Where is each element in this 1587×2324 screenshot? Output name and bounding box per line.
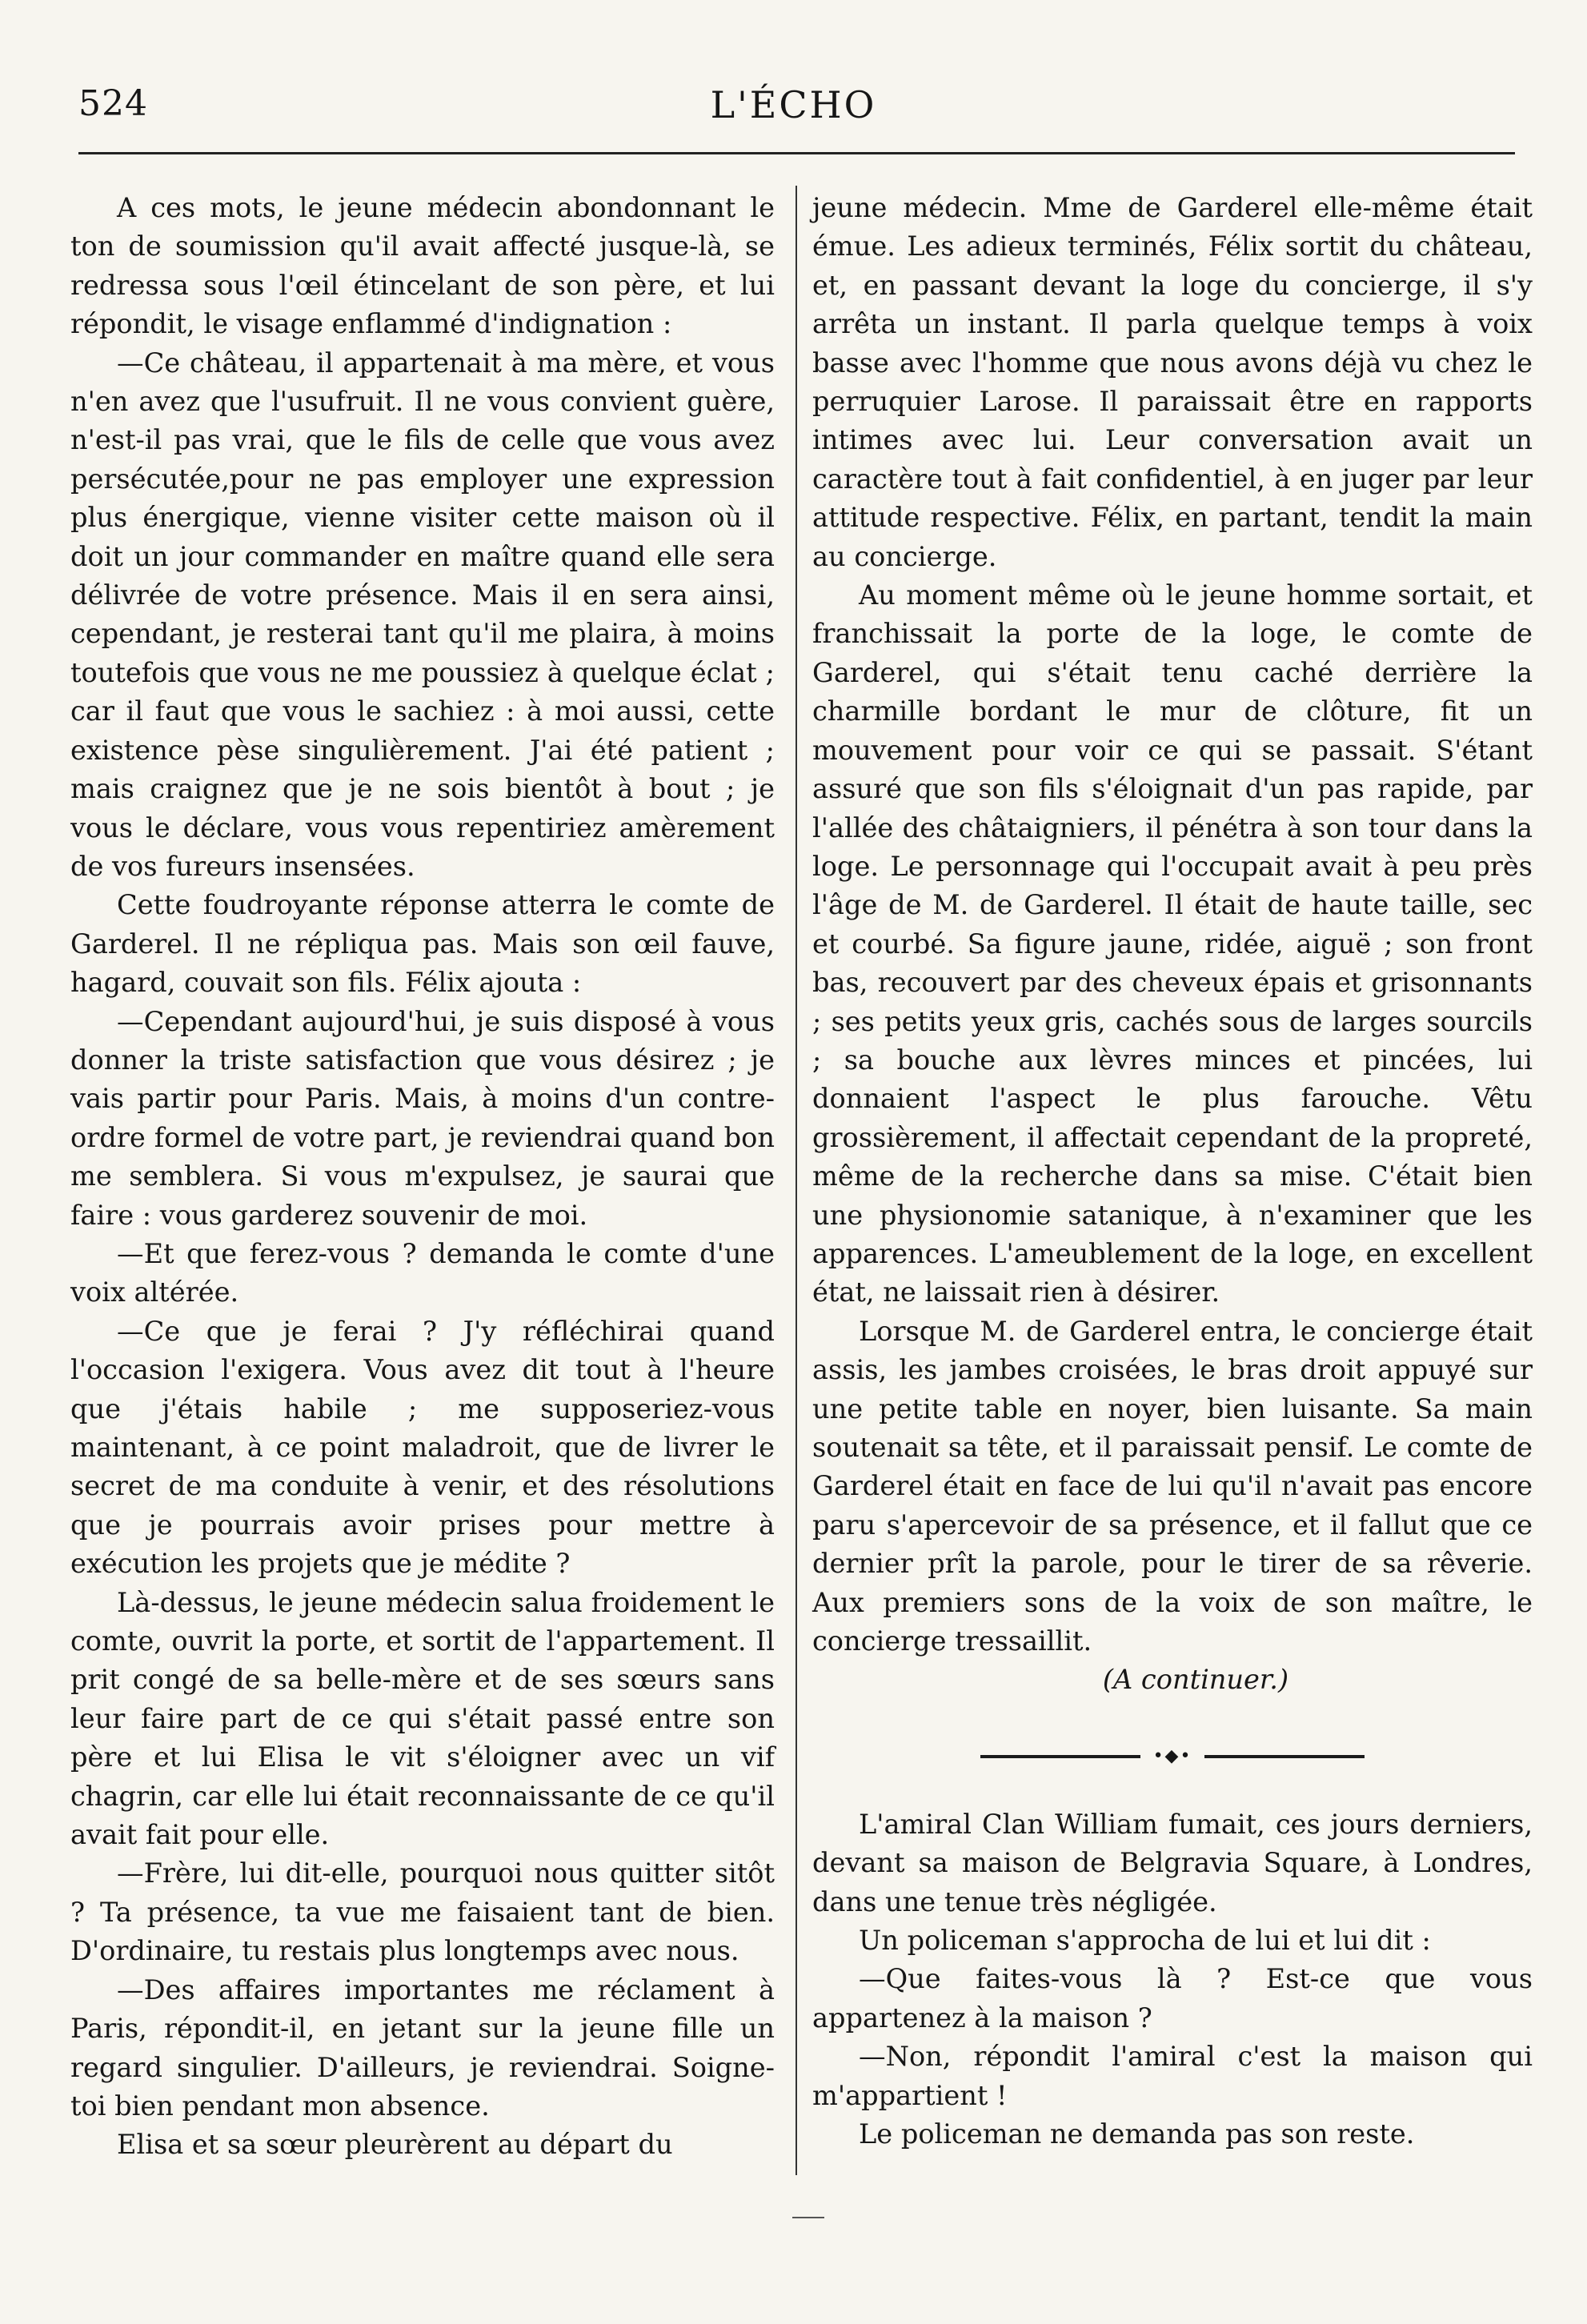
bottom-rule xyxy=(792,2217,824,2218)
ornament-bar-right xyxy=(1204,1755,1365,1758)
paragraph: Là-dessus, le jeune médecin salua froidement le comte, ouvrit la porte, et sortit de l'appartement. Il prit congé de sa belle-mère et de ses sœurs sans leur faire part de ce qui s'était passé entre son père et lui Elisa le vit s'éloigner avec un vif chagrin, car elle lui était reconnaissante de ce qu'il avait fait pour elle. xyxy=(70,1586,775,1851)
ornament-knot: •◆• xyxy=(1152,1745,1192,1766)
paragraph: Au moment même où le jeune homme sortait, et franchissait la porte de la loge, le comte de Garderel, qui s'était tenu caché derrière la charmille bordant le mur de clôture, fit un mouvement pour voir ce qui se passait. S'étant assuré que son fils s'éloignait d'un pas rapide, par l'allée des châtaigniers, il pénétra à son tour dans la loge. Le personnage qui l'occupait avait à peu près l'âge de M. de Garderel. Il était de haute taille, sec et courbé. Sa figure jaune, ridée, aiguë ; son front bas, recouvert par des cheveux épais et grisonnants ; ses petits yeux gris, cachés sous de larges sourcils ; sa bouche aux lèvres minces et pincées, lui donnaient l'aspect le plus farouche. Vêtu grossièrement, il affectait cependant de la propreté, même de la recherche dans sa mise. C'était bien une physionomie satanique, à n'examiner que les apparences. L'ameublement de la loge, en excellent état, ne laissait rien à désirer. xyxy=(812,579,1533,1308)
anecdote-paragraph: L'amiral Clan William fumait, ces jours derniers, devant sa maison de Belgravia Square, à Londres, dans une tenue très négligée. xyxy=(812,1808,1533,1917)
paragraph: jeune médecin. Mme de Garderel elle-même était émue. Les adieux terminés, Félix sortit du château, et, en passant devant la loge du concierge, il s'y arrêta un instant. Il parla quelque temps à voix basse avec l'homme que nous avons déjà vu chez le perruquier Larose. Il paraissait être en rapports intimes avec lui. Leur conversation avait un caractère tout à fait confidentiel, à en juger par leur attitude respective. Félix, en partant, tendit la main au concierge. xyxy=(812,192,1533,572)
paragraph: —Ce château, il appartenait à ma mère, et vous n'en avez que l'usufruit. Il ne vous convient guère, n'est-il pas vrai, que le fils de celle que vous avez persécutée,pour ne pas employer une expression plus énergique, vienne visiter cette maison où il doit un jour commander en maître quand elle sera délivrée de votre présence. Mais il en sera ainsi, cependant, je resterai tant qu'il me plaira, à moins toutefois que vous ne me poussiez à quelque éclat ; car il faut que vous le sachiez : à moi aussi, cette existence pèse singulièrement. J'ai été patient ; mais craignez que je ne sois bientôt à bout ; je vous le déclare, vous vous repentiriez amèrement de vos fureurs insensées. xyxy=(70,347,775,882)
paragraph: Cette foudroyante réponse atterra le comte de Garderel. Il ne répliqua pas. Mais son œil fauve, hagard, couvait son fils. Félix ajouta : xyxy=(70,889,775,999)
continuation-note: (A continuer.) xyxy=(1102,1664,1289,1696)
paragraph: —Frère, lui dit-elle, pourquoi nous quitter sitôt ? Ta présence, ta vue me faisaient tant de bien. D'ordinaire, tu restais plus longtemps avec nous. xyxy=(70,1857,775,1967)
anecdote-paragraph: —Non, répondit l'amiral c'est la maison qui m'appartient ! xyxy=(812,2041,1533,2111)
anecdote-paragraph: Le policeman ne demanda pas son reste. xyxy=(859,2118,1415,2150)
section-ornament xyxy=(980,1745,1365,1766)
ornament-bar-left xyxy=(980,1755,1140,1758)
right-column xyxy=(812,189,1533,2154)
running-head-title: L'ÉCHO xyxy=(710,83,877,126)
paragraph: —Et que ferez-vous ? demanda le comte d'une voix altérée. xyxy=(70,1237,775,1308)
anecdote-paragraph: —Que faites-vous là ? Est-ce que vous appartenez à la maison ? xyxy=(812,1963,1533,2034)
left-column xyxy=(70,189,775,2165)
paragraph: —Des affaires importantes me réclament à Paris, répondit-il, en jetant sur la jeune fille un regard singulier. D'ailleurs, je reviendrai. Soigne-toi bien pendant mon absence. xyxy=(70,1973,775,2122)
paragraph: —Ce que je ferai ? J'y réfléchirai quand l'occasion l'exigera. Vous avez dit tout à l'heure que j'étais habile ; me supposeriez-vous maintenant, à ce point maladroit, que de livrer le secret de ma conduite à venir, et des résolutions que je pourrais avoir prises pour mettre à exécution les projets que je médite ? xyxy=(70,1315,775,1580)
paragraph: Elisa et sa sœur pleurèrent au départ du xyxy=(117,2129,673,2161)
header-rule xyxy=(78,152,1515,154)
paragraph: —Cependant aujourd'hui, je suis disposé à vous donner la triste satisfaction que vous désirez ; je vais partir pour Paris. Mais, à moins d'un contre-ordre formel de votre part, je reviendrai quand bon me semblera. Si vous m'expulsez, je saurai que faire : vous garderez souvenir de moi. xyxy=(70,1005,775,1231)
page-number: 524 xyxy=(78,83,148,124)
paragraph: A ces mots, le jeune médecin abondonnant le ton de soumission qu'il avait affecté jusque-là, se redressa sous l'œil étincelant de son père, et lui répondit, le visage enflammé d'indignation : xyxy=(70,192,775,340)
anecdote-paragraph: Un policeman s'approcha de lui et lui dit : xyxy=(859,1925,1431,1957)
paragraph: Lorsque M. de Garderel entra, le concierge était assis, les jambes croisées, le bras droit appuyé sur une petite table en noyer, bien luisante. Sa main soutenait sa tête, et il paraissait pensif. Le comte de Garderel était en face de lui qu'il n'avait pas encore paru s'apercevoir de sa présence, et il fallut que ce dernier prît la parole, pour le tirer de sa rêverie. Aux premiers sons de la voix de son maître, le concierge tressaillit. xyxy=(812,1315,1533,1657)
column-divider xyxy=(796,186,797,2175)
